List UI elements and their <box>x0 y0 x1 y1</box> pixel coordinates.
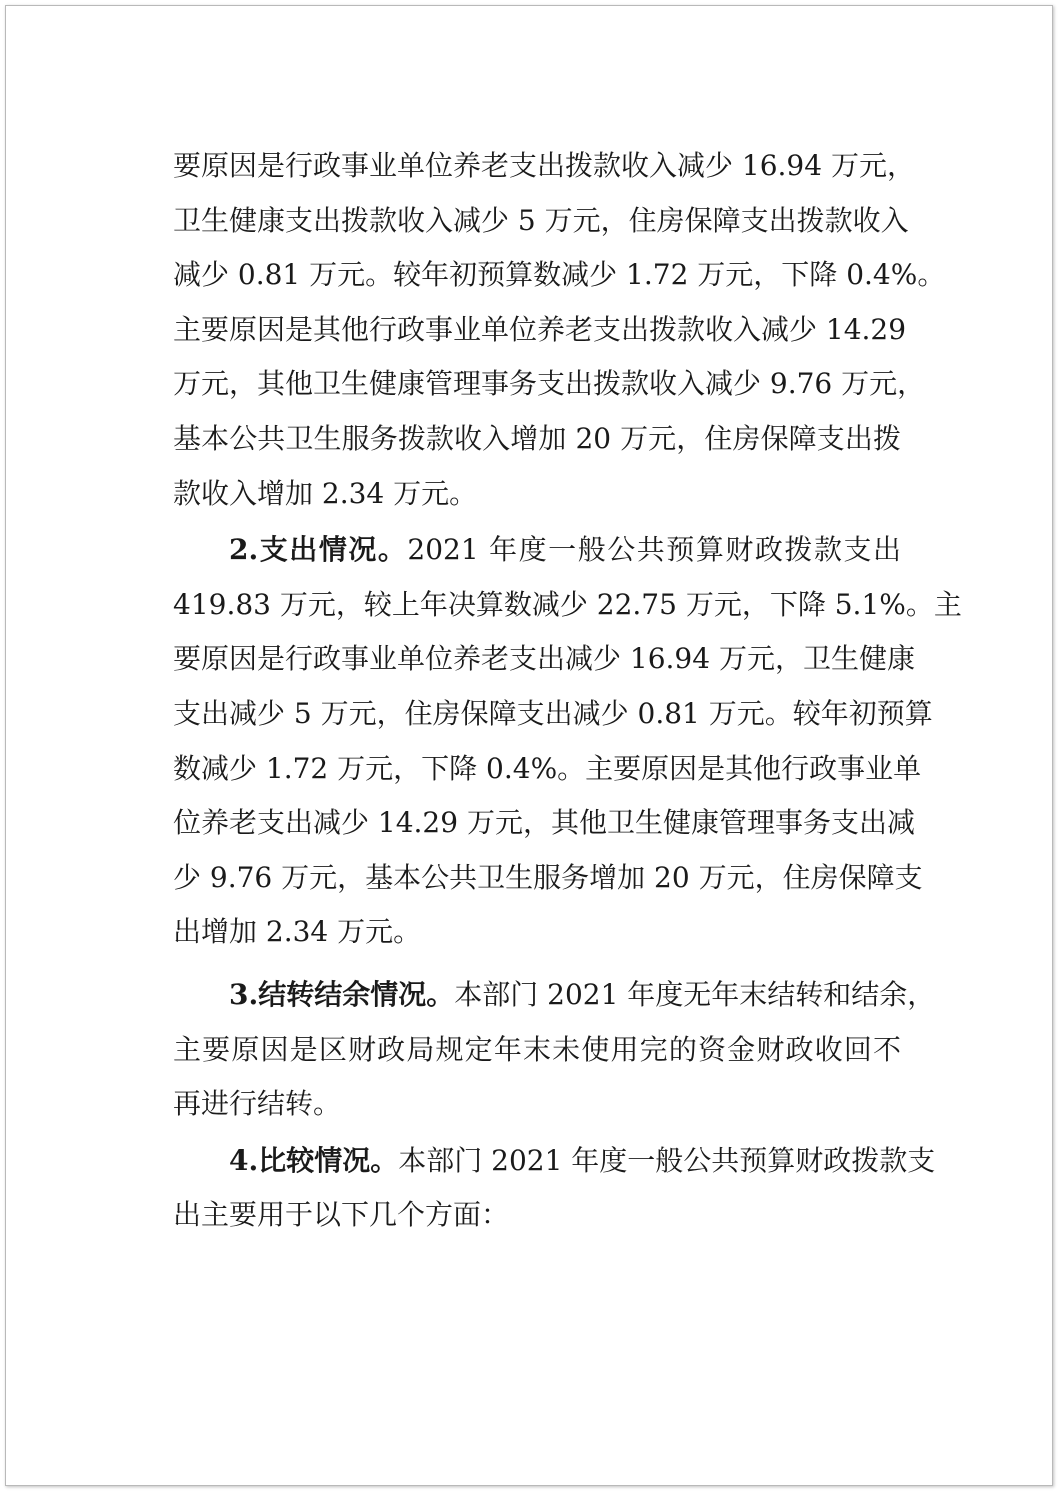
text-line: 主要原因是区财政局规定年末未使用完的资金财政收回不 <box>173 1032 901 1066</box>
text-line: 万元，其他卫生健康管理事务支出拨款收入减少 9.76 万元， <box>173 367 926 401</box>
text-line: 支出减少 5 万元，住房保障支出减少 0.81 万元。较年初预算 <box>173 696 933 730</box>
text-line: 主要原因是其他行政事业单位养老支出拨款收入减少 14.29 <box>173 312 907 346</box>
text-line: 419.83 万元，较上年决算数减少 22.75 万元，下降 5.1%。主 <box>173 587 962 621</box>
document-body <box>173 139 962 1243</box>
text-run: 2021 年度一般公共预算财政拨款支出 <box>407 533 901 567</box>
text-run: 本部门 2021 年度一般公共预算财政拨款支 <box>398 1143 936 1177</box>
paragraph-expenditure <box>173 523 962 960</box>
text-line: 要原因是行政事业单位养老支出拨款收入减少 16.94 万元， <box>173 149 915 182</box>
paragraph-first-line <box>173 1134 936 1189</box>
text-line: 基本公共卫生服务拨款收入增加 20 万元，住房保障支出拨 <box>173 421 901 455</box>
text-line: 少 9.76 万元，基本公共卫生服务增加 20 万元，住房保障支 <box>173 860 923 894</box>
section-heading-carryover: 3.结转结余情况。 <box>229 977 455 1011</box>
text-line: 卫生健康支出拨款收入减少 5 万元，住房保障支出拨款收入 <box>173 203 909 237</box>
section-heading-expenditure: 2.支出情况。 <box>229 533 408 567</box>
text-line: 减少 0.81 万元。较年初预算数减少 1.72 万元，下降 0.4%。 <box>173 258 946 292</box>
text-line: 出增加 2.34 万元。 <box>173 915 422 949</box>
paragraph-comparison <box>173 1134 936 1243</box>
text-line: 再进行结转。 <box>173 1087 342 1121</box>
text-line: 出主要用于以下几个方面： <box>173 1198 510 1232</box>
paragraph-income-continuation <box>173 139 946 521</box>
paragraph-first-line <box>173 523 901 578</box>
text-line: 位养老支出减少 14.29 万元，其他卫生健康管理事务支出减 <box>173 806 915 840</box>
text-run: 本部门 2021 年度无年末结转和结余， <box>454 977 936 1011</box>
text-line: 数减少 1.72 万元，下降 0.4%。主要原因是其他行政事业单 <box>173 751 922 785</box>
document-page <box>5 5 1053 1486</box>
text-line: 款收入增加 2.34 万元。 <box>173 476 478 510</box>
paragraph-carryover <box>173 968 936 1132</box>
text-line: 要原因是行政事业单位养老支出减少 16.94 万元，卫生健康 <box>173 642 915 676</box>
section-heading-comparison: 4.比较情况。 <box>229 1143 399 1177</box>
paragraph-first-line <box>173 968 936 1023</box>
